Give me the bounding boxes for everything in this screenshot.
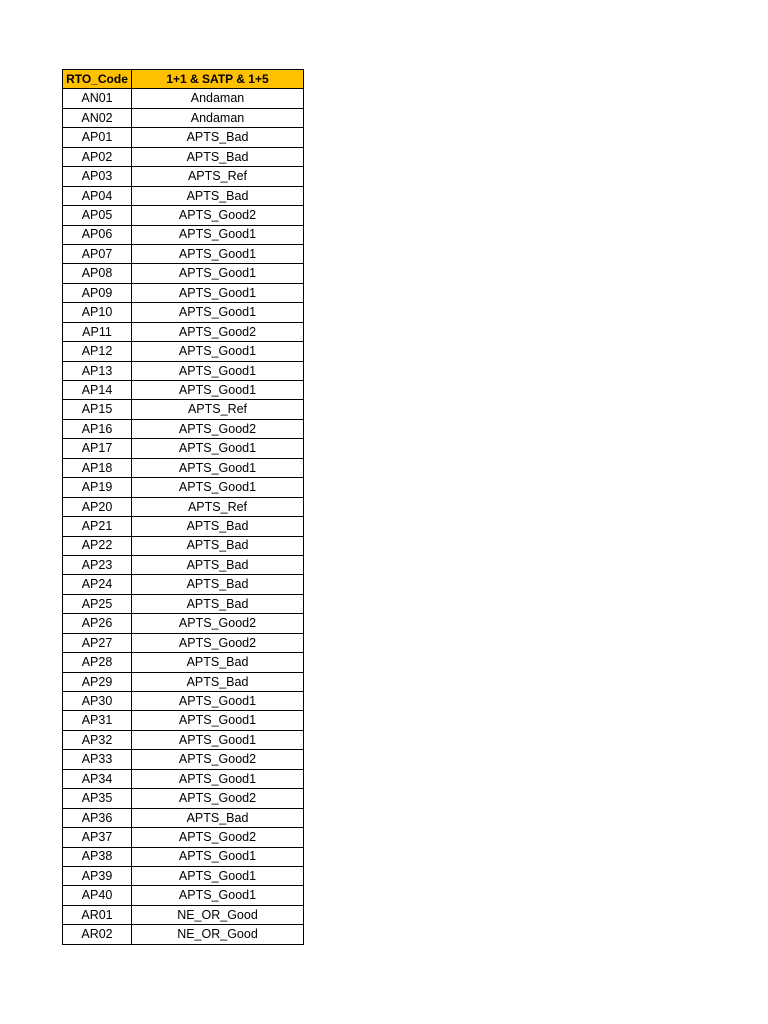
- rto-code-cell: AR01: [63, 905, 132, 924]
- rto-code-cell: AN01: [63, 89, 132, 108]
- table-row: [63, 653, 304, 672]
- category-cell: APTS_Bad: [132, 536, 304, 555]
- rto-code-cell: AP10: [63, 303, 132, 322]
- table-row: [63, 828, 304, 847]
- rto-code-cell: AP29: [63, 672, 132, 691]
- rto-code-cell: AP16: [63, 419, 132, 438]
- rto-code-cell: AP15: [63, 400, 132, 419]
- category-cell: APTS_Good1: [132, 692, 304, 711]
- category-cell: APTS_Good1: [132, 711, 304, 730]
- rto-code-cell: AP27: [63, 633, 132, 652]
- category-cell: APTS_Bad: [132, 186, 304, 205]
- category-cell: APTS_Good1: [132, 244, 304, 263]
- rto-code-cell: AP02: [63, 147, 132, 166]
- category-cell: APTS_Bad: [132, 672, 304, 691]
- table-row: [63, 808, 304, 827]
- table-row: [63, 303, 304, 322]
- rto-code-cell: AR02: [63, 925, 132, 944]
- rto-code-cell: AP38: [63, 847, 132, 866]
- rto-code-cell: AP26: [63, 614, 132, 633]
- table-row: [63, 594, 304, 613]
- category-cell: NE_OR_Good: [132, 905, 304, 924]
- category-cell: APTS_Bad: [132, 147, 304, 166]
- category-cell: APTS_Good2: [132, 633, 304, 652]
- rto-code-cell: AP36: [63, 808, 132, 827]
- table-row: [63, 536, 304, 555]
- column-header-category: 1+1 & SATP & 1+5: [132, 70, 304, 89]
- category-cell: APTS_Good1: [132, 225, 304, 244]
- category-cell: APTS_Good1: [132, 886, 304, 905]
- category-cell: APTS_Good2: [132, 206, 304, 225]
- table-row: [63, 264, 304, 283]
- table-row: [63, 730, 304, 749]
- rto-code-cell: AP30: [63, 692, 132, 711]
- rto-code-cell: AP06: [63, 225, 132, 244]
- category-cell: Andaman: [132, 108, 304, 127]
- category-cell: APTS_Bad: [132, 128, 304, 147]
- rto-code-cell: AP18: [63, 458, 132, 477]
- category-cell: APTS_Good2: [132, 750, 304, 769]
- category-cell: APTS_Bad: [132, 594, 304, 613]
- table-row: [63, 711, 304, 730]
- table-row: [63, 478, 304, 497]
- table-row: [63, 147, 304, 166]
- table-row: [63, 866, 304, 885]
- table-row: [63, 633, 304, 652]
- table-row: [63, 108, 304, 127]
- column-header-rto-code: RTO_Code: [63, 70, 132, 89]
- table-row: [63, 555, 304, 574]
- rto-code-cell: AP20: [63, 497, 132, 516]
- table-row: [63, 361, 304, 380]
- category-cell: APTS_Good1: [132, 342, 304, 361]
- category-cell: APTS_Good1: [132, 458, 304, 477]
- category-cell: APTS_Good2: [132, 419, 304, 438]
- rto-code-cell: AP35: [63, 789, 132, 808]
- rto-code-cell: AP39: [63, 866, 132, 885]
- table-row: [63, 925, 304, 944]
- rto-code-cell: AP34: [63, 769, 132, 788]
- table-row: [63, 750, 304, 769]
- table-row: [63, 847, 304, 866]
- category-cell: APTS_Good1: [132, 381, 304, 400]
- category-cell: APTS_Good1: [132, 769, 304, 788]
- rto-code-cell: AP31: [63, 711, 132, 730]
- rto-code-cell: AP33: [63, 750, 132, 769]
- rto-code-cell: AP28: [63, 653, 132, 672]
- rto-code-cell: AP19: [63, 478, 132, 497]
- category-cell: APTS_Good2: [132, 322, 304, 341]
- category-cell: NE_OR_Good: [132, 925, 304, 944]
- rto-code-cell: AN02: [63, 108, 132, 127]
- table-row: [63, 244, 304, 263]
- category-cell: APTS_Ref: [132, 167, 304, 186]
- table-row: [63, 128, 304, 147]
- table-row: [63, 167, 304, 186]
- table-row: [63, 458, 304, 477]
- table-row: [63, 575, 304, 594]
- table-row: [63, 692, 304, 711]
- rto-code-cell: AP08: [63, 264, 132, 283]
- rto-code-cell: AP14: [63, 381, 132, 400]
- category-cell: APTS_Ref: [132, 497, 304, 516]
- category-cell: APTS_Good1: [132, 361, 304, 380]
- category-cell: APTS_Bad: [132, 653, 304, 672]
- rto-code-table: [62, 69, 304, 945]
- table-row: [63, 905, 304, 924]
- table-body: [63, 89, 304, 944]
- rto-code-cell: AP07: [63, 244, 132, 263]
- rto-code-cell: AP40: [63, 886, 132, 905]
- rto-code-cell: AP01: [63, 128, 132, 147]
- rto-code-cell: AP21: [63, 517, 132, 536]
- rto-code-cell: AP23: [63, 555, 132, 574]
- category-cell: APTS_Bad: [132, 808, 304, 827]
- table-row: [63, 400, 304, 419]
- category-cell: APTS_Good1: [132, 439, 304, 458]
- rto-code-cell: AP17: [63, 439, 132, 458]
- category-cell: APTS_Good2: [132, 828, 304, 847]
- rto-code-cell: AP24: [63, 575, 132, 594]
- category-cell: APTS_Ref: [132, 400, 304, 419]
- table-row: [63, 789, 304, 808]
- rto-code-cell: AP32: [63, 730, 132, 749]
- table-row: [63, 381, 304, 400]
- category-cell: APTS_Good1: [132, 730, 304, 749]
- rto-code-cell: AP04: [63, 186, 132, 205]
- rto-code-cell: AP12: [63, 342, 132, 361]
- table-row: [63, 283, 304, 302]
- table-row: [63, 322, 304, 341]
- table-row: [63, 225, 304, 244]
- table-row: [63, 206, 304, 225]
- table-row: [63, 342, 304, 361]
- rto-code-cell: AP25: [63, 594, 132, 613]
- rto-code-cell: AP11: [63, 322, 132, 341]
- table-row: [63, 186, 304, 205]
- table-row: [63, 517, 304, 536]
- header-row: [63, 70, 304, 89]
- category-cell: Andaman: [132, 89, 304, 108]
- table-row: [63, 769, 304, 788]
- category-cell: APTS_Good1: [132, 866, 304, 885]
- table-row: [63, 614, 304, 633]
- category-cell: APTS_Good2: [132, 789, 304, 808]
- category-cell: APTS_Bad: [132, 517, 304, 536]
- table-row: [63, 439, 304, 458]
- table-row: [63, 89, 304, 108]
- category-cell: APTS_Good2: [132, 614, 304, 633]
- rto-code-cell: AP22: [63, 536, 132, 555]
- table-row: [63, 497, 304, 516]
- table-row: [63, 419, 304, 438]
- rto-code-cell: AP37: [63, 828, 132, 847]
- category-cell: APTS_Good1: [132, 478, 304, 497]
- category-cell: APTS_Bad: [132, 555, 304, 574]
- rto-code-cell: AP13: [63, 361, 132, 380]
- category-cell: APTS_Good1: [132, 283, 304, 302]
- rto-code-cell: AP05: [63, 206, 132, 225]
- rto-code-cell: AP03: [63, 167, 132, 186]
- category-cell: APTS_Good1: [132, 303, 304, 322]
- category-cell: APTS_Good1: [132, 847, 304, 866]
- category-cell: APTS_Good1: [132, 264, 304, 283]
- table-row: [63, 886, 304, 905]
- category-cell: APTS_Bad: [132, 575, 304, 594]
- rto-code-cell: AP09: [63, 283, 132, 302]
- table-row: [63, 672, 304, 691]
